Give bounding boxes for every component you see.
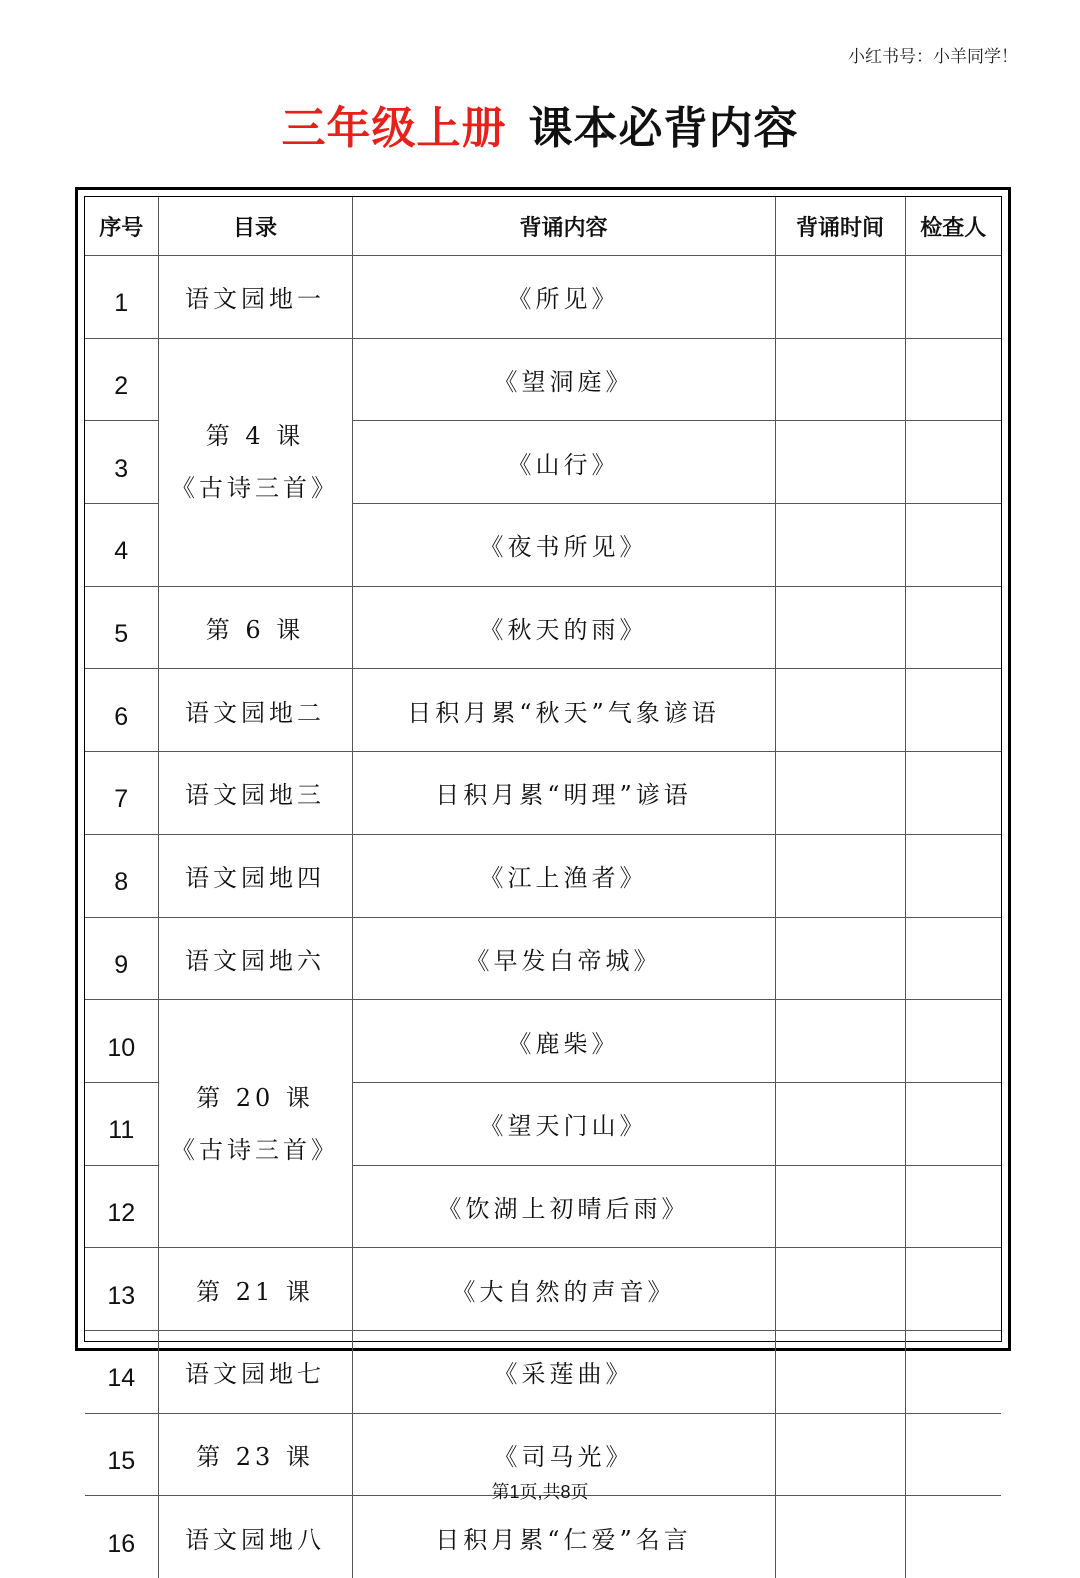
- checker-cell[interactable]: [905, 338, 1001, 421]
- recite-time-cell[interactable]: [775, 917, 905, 1000]
- row-content: 《望洞庭》: [352, 338, 775, 421]
- checker-cell[interactable]: [905, 917, 1001, 1000]
- title-subject: 课本必背内容: [528, 103, 799, 154]
- row-index: 10: [85, 1000, 158, 1083]
- checker-cell[interactable]: [905, 834, 1001, 917]
- header-category: 目录: [158, 197, 352, 256]
- checker-cell[interactable]: [905, 752, 1001, 835]
- row-index: 12: [85, 1165, 158, 1248]
- table-row: [85, 338, 1001, 421]
- row-content: 《早发白帝城》: [352, 917, 775, 1000]
- recite-time-cell[interactable]: [775, 1165, 905, 1248]
- row-index: 14: [85, 1330, 158, 1413]
- row-content: 日积月累“秋天”气象谚语: [352, 669, 775, 752]
- table-row: [85, 917, 1001, 1000]
- checker-cell[interactable]: [905, 1248, 1001, 1331]
- account-watermark: 小红书号：小羊同学！: [848, 47, 1018, 67]
- table-row: [85, 1330, 1001, 1413]
- row-index: 4: [85, 504, 158, 587]
- category-title: 《古诗三首》: [171, 1135, 339, 1164]
- title-grade: 三年级上册: [281, 103, 507, 154]
- row-category: 语文园地七: [158, 1330, 352, 1413]
- category-lesson: 第 20 课: [196, 1083, 314, 1112]
- recite-time-cell[interactable]: [775, 1082, 905, 1165]
- row-index: 8: [85, 834, 158, 917]
- row-category: 语文园地四: [158, 834, 352, 917]
- checker-cell[interactable]: [905, 1082, 1001, 1165]
- row-content: 《鹿柴》: [352, 1000, 775, 1083]
- recite-time-cell[interactable]: [775, 338, 905, 421]
- recite-time-cell[interactable]: [775, 669, 905, 752]
- row-content: 《秋天的雨》: [352, 586, 775, 669]
- table-row: [85, 669, 1001, 752]
- row-category-merged: [158, 338, 352, 586]
- row-category: 语文园地一: [158, 256, 352, 339]
- row-content: 日积月累“仁爱”名言: [352, 1496, 775, 1578]
- row-category: 语文园地三: [158, 752, 352, 835]
- checker-cell[interactable]: [905, 504, 1001, 587]
- row-category: 语文园地二: [158, 669, 352, 752]
- row-content: 《江上渔者》: [352, 834, 775, 917]
- checker-cell[interactable]: [905, 1165, 1001, 1248]
- checker-cell[interactable]: [905, 256, 1001, 339]
- category-title: 《古诗三首》: [171, 474, 339, 503]
- row-index: 11: [85, 1082, 158, 1165]
- category-lesson: 第 4 课: [205, 422, 305, 451]
- row-index: 5: [85, 586, 158, 669]
- checker-cell[interactable]: [905, 669, 1001, 752]
- row-category: 语文园地六: [158, 917, 352, 1000]
- recite-time-cell[interactable]: [775, 752, 905, 835]
- header-content: 背诵内容: [352, 197, 775, 256]
- recite-time-cell[interactable]: [775, 256, 905, 339]
- row-content: 日积月累“明理”谚语: [352, 752, 775, 835]
- row-index: 6: [85, 669, 158, 752]
- recite-time-cell[interactable]: [775, 1496, 905, 1578]
- row-category: 第 21 课: [158, 1248, 352, 1331]
- table-row: [85, 1248, 1001, 1331]
- table-row: [85, 586, 1001, 669]
- row-content: 《司马光》: [352, 1413, 775, 1496]
- checker-cell[interactable]: [905, 421, 1001, 504]
- recite-time-cell[interactable]: [775, 504, 905, 587]
- row-index: 1: [85, 256, 158, 339]
- recite-time-cell[interactable]: [775, 1000, 905, 1083]
- row-index: 2: [85, 338, 158, 421]
- checker-cell[interactable]: [905, 1000, 1001, 1083]
- table-row: [85, 256, 1001, 339]
- header-index: 序号: [85, 197, 158, 256]
- checker-cell[interactable]: [905, 586, 1001, 669]
- row-category: 第 23 课: [158, 1413, 352, 1496]
- row-content: 《饮湖上初晴后雨》: [352, 1165, 775, 1248]
- row-content: 《山行》: [352, 421, 775, 504]
- recite-time-cell[interactable]: [775, 834, 905, 917]
- table-row: [85, 752, 1001, 835]
- row-category: 第 6 课: [158, 586, 352, 669]
- row-content: 《采莲曲》: [352, 1330, 775, 1413]
- checker-cell[interactable]: [905, 1330, 1001, 1413]
- page-number: 第1页,共8页: [491, 1482, 589, 1502]
- recite-time-cell[interactable]: [775, 1330, 905, 1413]
- row-category: 语文园地八: [158, 1496, 352, 1578]
- row-content: 《望天门山》: [352, 1082, 775, 1165]
- page-title: [0, 92, 1080, 156]
- row-index: 13: [85, 1248, 158, 1331]
- row-index: 16: [85, 1496, 158, 1578]
- checker-cell[interactable]: [905, 1496, 1001, 1578]
- row-index: 3: [85, 421, 158, 504]
- row-content: 《夜书所见》: [352, 504, 775, 587]
- row-content: 《所见》: [352, 256, 775, 339]
- table-row: [85, 1496, 1001, 1578]
- recite-time-cell[interactable]: [775, 586, 905, 669]
- row-index: 9: [85, 917, 158, 1000]
- recite-time-cell[interactable]: [775, 421, 905, 504]
- recitation-table: [85, 197, 1001, 1578]
- table-row: [85, 1000, 1001, 1083]
- row-index: 7: [85, 752, 158, 835]
- header-row: [85, 197, 1001, 256]
- row-category-merged: [158, 1000, 352, 1248]
- table-row: [85, 834, 1001, 917]
- recite-time-cell[interactable]: [775, 1248, 905, 1331]
- row-content: 《大自然的声音》: [352, 1248, 775, 1331]
- header-time: 背诵时间: [775, 197, 905, 256]
- row-index: 15: [85, 1413, 158, 1496]
- header-checker: 检查人: [905, 197, 1001, 256]
